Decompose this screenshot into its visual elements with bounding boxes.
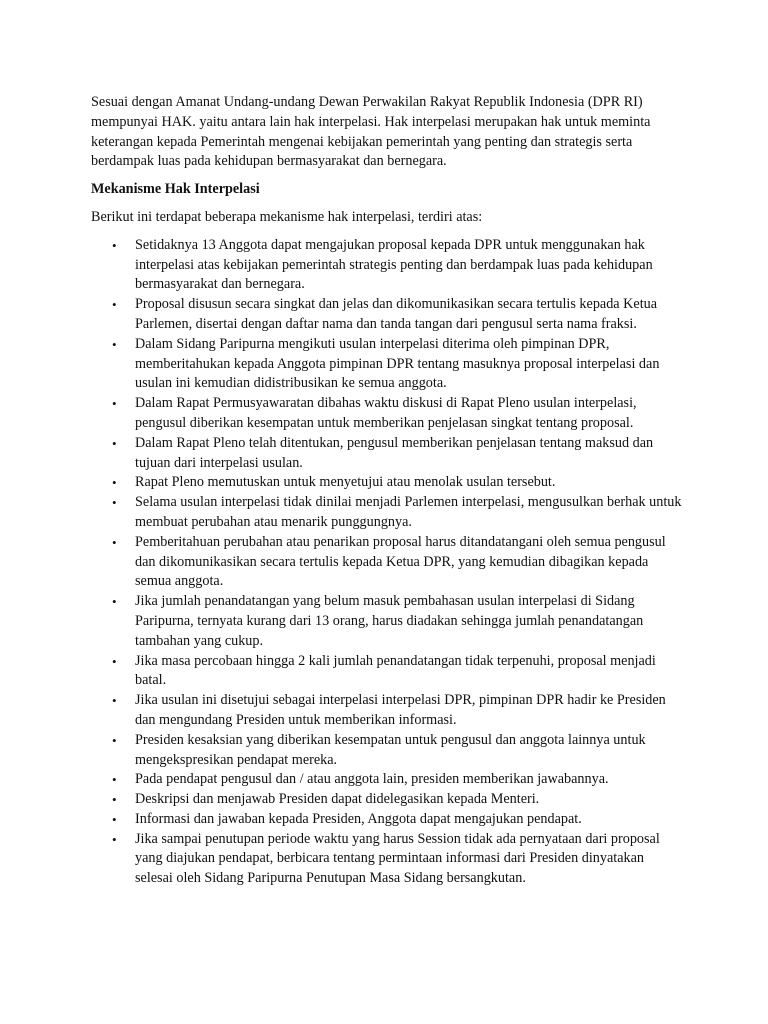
bullet-icon: •: [112, 237, 117, 253]
list-item-text: Jika masa percobaan hingga 2 kali jumlah penandatangan tidak terpenuhi, proposal menjadi batal.: [135, 652, 656, 689]
list-item: [91, 473, 682, 493]
bullet-icon: •: [112, 534, 117, 550]
list-item-text: Deskripsi dan menjawab Presiden dapat didelegasikan kepada Menteri.: [135, 791, 540, 808]
bullet-icon: •: [112, 396, 117, 412]
list-item: [91, 790, 682, 810]
list-item-text: Rapat Pleno memutuskan untuk menyetujui atau menolak usulan tersebut.: [135, 474, 556, 491]
bullet-icon: •: [112, 336, 117, 352]
list-item-text: Jika jumlah penandatangan yang belum masuk pembahasan usulan interpelasi di Sidang Paripurna, ternyata kurang dari 13 orang, harus diadakan sehingga jumlah penandatangan tambahan yang cukup.: [135, 593, 644, 649]
list-item: [91, 493, 682, 533]
list-item: [91, 236, 682, 295]
section-heading: Mekanisme Hak Interpelasi: [91, 181, 260, 198]
list-item-text: Jika sampai penutupan periode waktu yang harus Session tidak ada pernyataan dari proposal yang diajukan pendapat, berbicara tentang permintaan informasi dari Presiden dinyatakan selesai oleh Sidang Paripurna Penutupan Masa Sidang bersangkutan.: [135, 830, 660, 887]
bullet-icon: •: [112, 495, 117, 511]
list-item-text: Presiden kesaksian yang diberikan kesempatan untuk pengusul dan anggota lainnya untuk mengekspresikan pendapat mereka.: [135, 731, 646, 768]
bullet-icon: •: [112, 792, 117, 808]
list-item-text: Informasi dan jawaban kepada Presiden, Anggota dapat mengajukan pendapat.: [135, 810, 582, 827]
intro-paragraph: Sesuai dengan Amanat Undang-undang Dewan Perwakilan Rakyat Republik Indonesia (DPR RI) mempunyai HAK. yaitu antara lain hak interpelasi. Hak interpelasi merupakan hak untuk meminta keterangan kepada Pemerintah mengenai kebijakan pemerintah yang penting dan strategis serta berdampak luas pada kehidupan bermasyarakat dan bernegara.: [91, 94, 651, 170]
bullet-icon: •: [112, 475, 117, 491]
bullet-icon: •: [112, 693, 117, 709]
list-item: [91, 533, 682, 592]
bullet-icon: •: [112, 653, 117, 669]
list-item-text: Dalam Rapat Pleno telah ditentukan, pengusul memberikan penjelasan tentang maksud dan tujuan dari interpelasi usulan.: [135, 434, 654, 471]
list-item-text: Jika usulan ini disetujui sebagai interpelasi interpelasi DPR, pimpinan DPR hadir ke Presiden dan mengundang Presiden untuk memberikan informasi.: [135, 692, 666, 728]
list-item-text: Selama usulan interpelasi tidak dinilai menjadi Parlemen interpelasi, mengusulkan berhak untuk membuat perubahan atau menarik punggungnya.: [135, 494, 682, 530]
bullet-icon: •: [112, 732, 117, 748]
list-item: [91, 295, 682, 335]
list-item: [91, 592, 682, 651]
bullet-icon: •: [112, 297, 117, 313]
list-item: [91, 394, 682, 434]
bullet-icon: •: [112, 594, 117, 610]
list-item: [91, 335, 682, 394]
list-item-text: Setidaknya 13 Anggota dapat mengajukan proposal kepada DPR untuk menggunakan hak interpelasi atas kebijakan pemerintah strategis penting dan berdampak luas pada kehidupan bermasyarakat dan bernegara.: [135, 236, 653, 293]
list-item-text: Pada pendapat pengusul dan / atau anggota lain, presiden memberikan jawabannya.: [135, 771, 609, 788]
bullet-icon: •: [112, 435, 117, 451]
bullet-icon: •: [112, 772, 117, 788]
list-item: [91, 434, 682, 474]
list-item: [91, 830, 682, 889]
bullet-icon: •: [112, 811, 117, 827]
list-item-text: Dalam Sidang Paripurna mengikuti usulan interpelasi diterima oleh pimpinan DPR, memberitahukan kepada Anggota pimpinan DPR tentang masuknya proposal interpelasi dan usulan ini kemudian didistribusikan ke semua anggota.: [135, 335, 660, 392]
list-item-text: Pemberitahuan perubahan atau penarikan proposal harus ditandatangani oleh semua pengusul dan dikomunikasikan secara tertulis kepada Ketua DPR, yang kemudian dibagikan kepada semua anggota.: [135, 533, 666, 590]
document-page: [91, 93, 691, 889]
mechanism-list: [91, 236, 691, 889]
lead-paragraph: Berikut ini terdapat beberapa mekanisme hak interpelasi, terdiri atas:: [91, 208, 483, 225]
list-item: [91, 691, 682, 731]
list-item: [91, 731, 682, 771]
bullet-icon: •: [112, 831, 117, 847]
list-item: [91, 810, 682, 830]
list-item: [91, 652, 682, 692]
list-item-text: Proposal disusun secara singkat dan jelas dan dikomunikasikan secara tertulis kepada Ketua Parlemen, disertai dengan daftar nama dan tanda tangan dari pengusul serta nama fraksi.: [135, 296, 658, 332]
list-item-text: Dalam Rapat Permusyawaratan dibahas waktu diskusi di Rapat Pleno usulan interpelasi, pengusul diberikan kesempatan untuk memberikan penjelasan singkat tentang proposal.: [135, 395, 637, 431]
list-item: [91, 770, 682, 790]
